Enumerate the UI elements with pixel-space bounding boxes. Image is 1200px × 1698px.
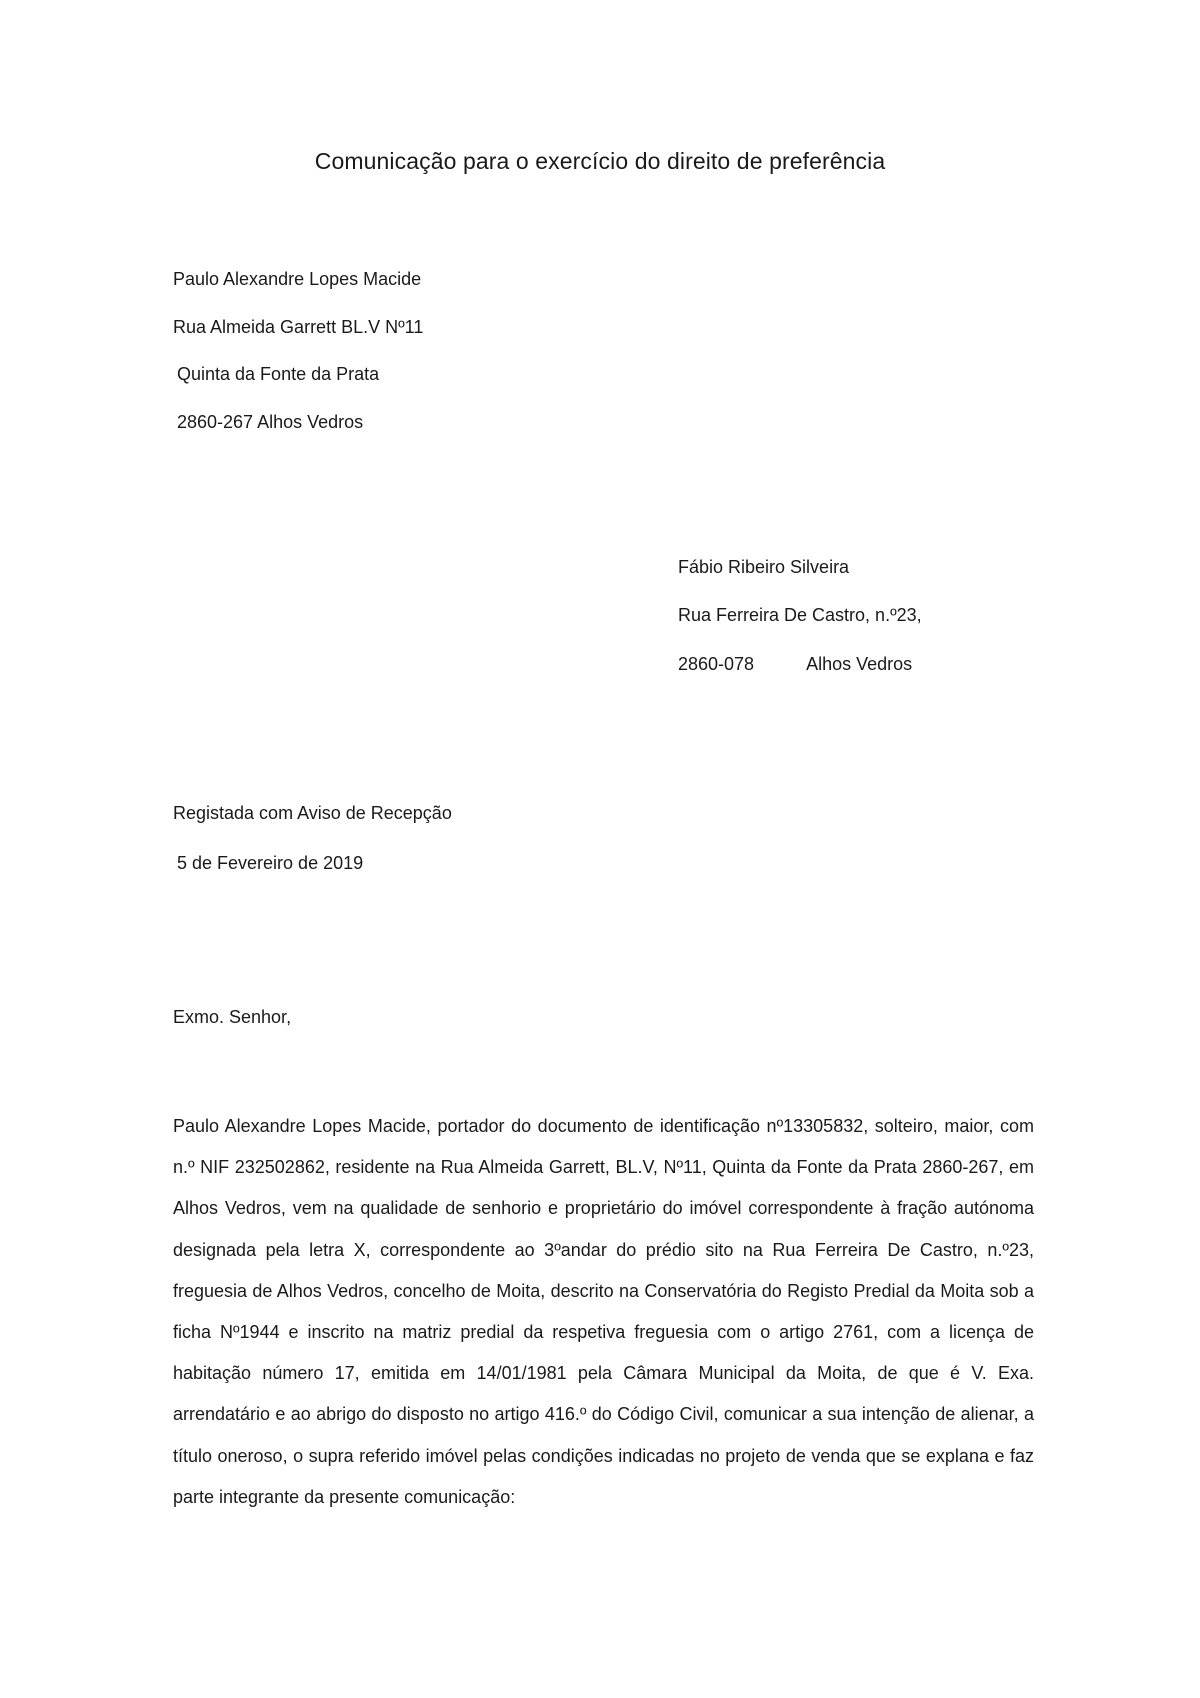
document-title: Comunicação para o exercício do direito de preferência: [314, 148, 886, 174]
recipient-postal-line: [678, 652, 912, 676]
recipient-postal-code: 2860-078: [678, 654, 755, 674]
registered-mail-note: Registada com Aviso de Recepção: [173, 803, 452, 823]
recipient-name: Fábio Ribeiro Silveira: [678, 557, 850, 577]
sender-locality: Quinta da Fonte da Prata: [177, 364, 380, 384]
body-paragraph: Paulo Alexandre Lopes Macide, portador do documento de identificação nº13305832, solteiro, maior, com n.º NIF 232502862, residente na Rua Almeida Garrett, BL.V, Nº11, Quinta da Fonte da Prata 2860-267, em Alhos Vedros, vem na qualidade de senhorio e proprietário do imóvel correspondente à fração autónoma designada pela letra X, correspondente ao 3ºandar do prédio sito na Rua Ferreira De Castro, n.º23, freguesia de Alhos Vedros, concelho de Moita, descrito na Conservatória do Registo Predial da Moita sob a ficha Nº1944 e inscrito na matriz predial da respetiva freguesia com o artigo 2761, com a licença de habitação número 17, emitida em 14/01/1981 pela Câmara Municipal da Moita, de que é V. Exa. arrendatário e ao abrigo do disposto no artigo 416.º do Código Civil, comunicar a sua intenção de alienar, a título oneroso, o supra referido imóvel pelas condições indicadas no projeto de venda que se explana e faz parte integrante da presente comunicação:: [173, 1116, 1034, 1507]
sender-postal: 2860-267 Alhos Vedros: [177, 412, 364, 432]
letter-date: 5 de Fevereiro de 2019: [177, 853, 364, 873]
recipient-street: Rua Ferreira De Castro, n.º23,: [678, 605, 922, 625]
sender-street: Rua Almeida Garrett BL.V Nº11: [173, 317, 424, 337]
sender-name: Paulo Alexandre Lopes Macide: [173, 269, 422, 289]
salutation: Exmo. Senhor,: [173, 1007, 292, 1027]
recipient-city: Alhos Vedros: [806, 654, 913, 674]
